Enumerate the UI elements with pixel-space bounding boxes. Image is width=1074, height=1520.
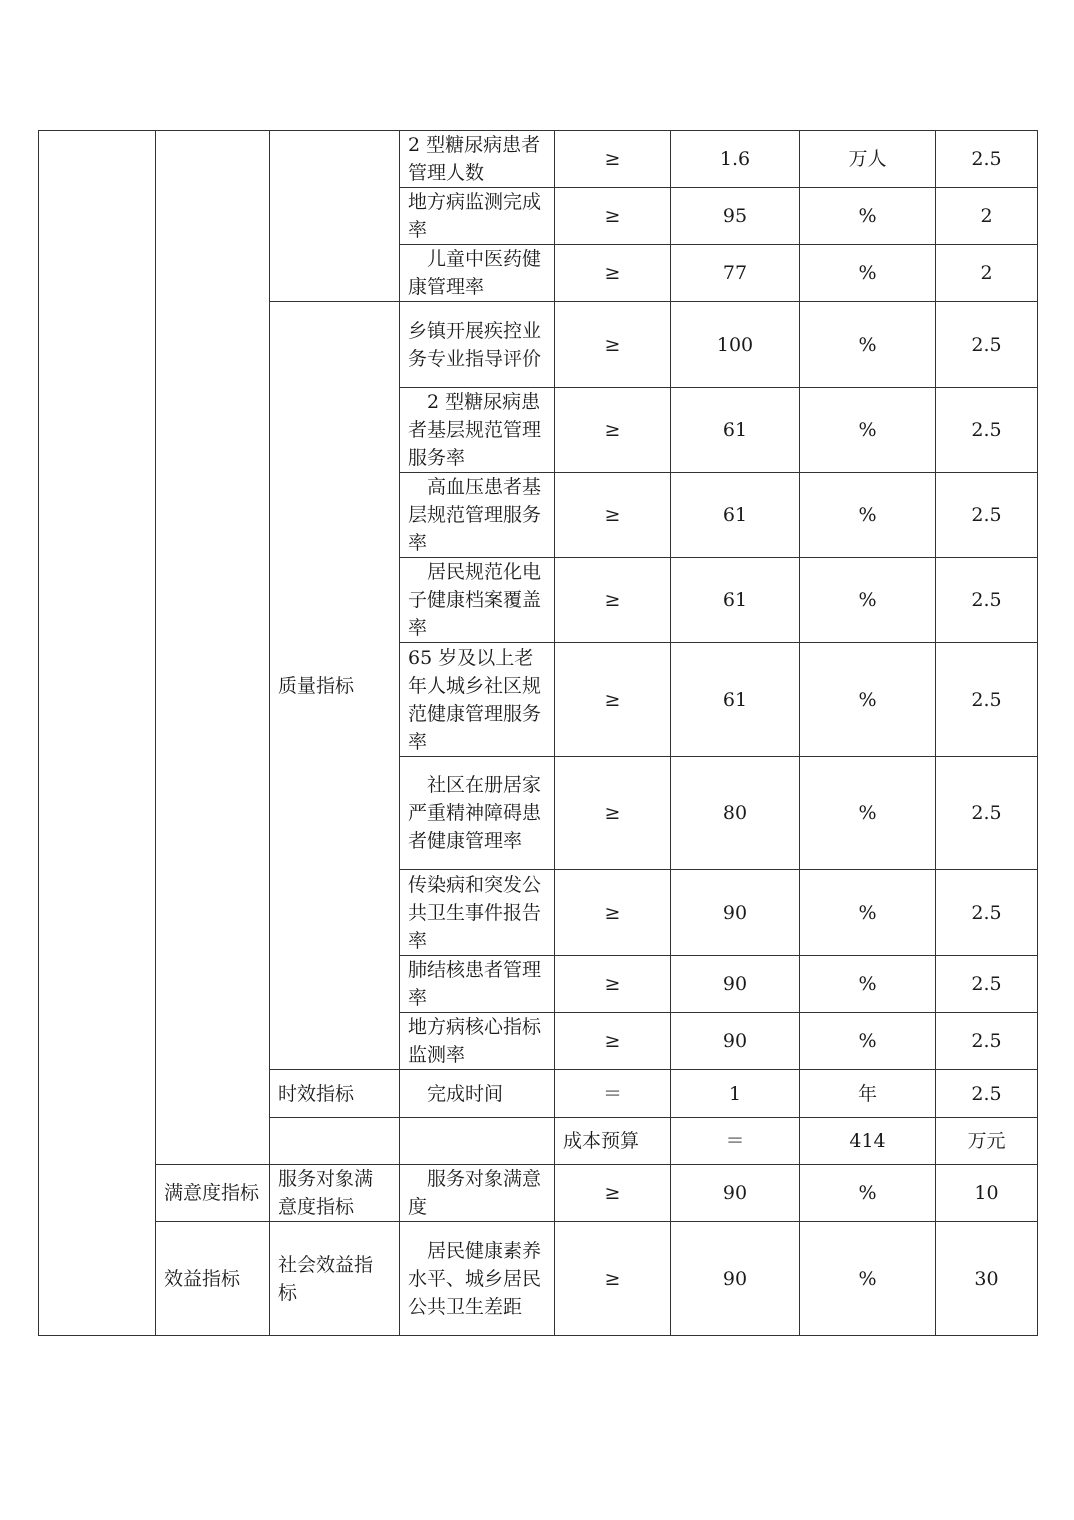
empty-cell <box>400 1118 555 1165</box>
benefit-indicator-label: 效益指标 <box>156 1222 270 1336</box>
level2-indicator-cell <box>156 131 270 1165</box>
operator: ≥ <box>555 302 671 388</box>
target-value: 1.6 <box>671 131 800 188</box>
operator: ≥ <box>555 388 671 473</box>
target-value: 90 <box>671 1222 800 1336</box>
level1-indicator-cell <box>39 131 156 1336</box>
social-benefit-indicator-label: 社会效益指标 <box>270 1222 400 1336</box>
table-row <box>39 131 1038 188</box>
operator: ＝ <box>671 1118 800 1165</box>
weight: 2 <box>936 245 1038 302</box>
operator: ≥ <box>555 473 671 558</box>
indicator-name: 居民规范化电子健康档案覆盖率 <box>400 558 555 643</box>
performance-indicator-table <box>38 130 1038 1336</box>
target-value: 61 <box>671 473 800 558</box>
weight: 2.5 <box>936 473 1038 558</box>
weight: 2.5 <box>936 302 1038 388</box>
weight: 2.5 <box>936 1070 1038 1118</box>
unit: % <box>800 245 936 302</box>
weight: 30 <box>936 1222 1038 1336</box>
service-satisfaction-indicator-label: 服务对象满意度指标 <box>270 1165 400 1222</box>
unit: % <box>800 188 936 245</box>
unit: % <box>800 1013 936 1070</box>
indicator-name: 肺结核患者管理率 <box>400 956 555 1013</box>
target-value: 90 <box>671 1013 800 1070</box>
unit: % <box>800 643 936 757</box>
target-value: 90 <box>671 870 800 956</box>
empty-cell <box>270 1118 400 1165</box>
table-row <box>39 1222 1038 1336</box>
operator: ≥ <box>555 131 671 188</box>
indicator-name: 65 岁及以上老年人城乡社区规范健康管理服务率 <box>400 643 555 757</box>
operator: ≥ <box>555 188 671 245</box>
target-value: 61 <box>671 388 800 473</box>
indicator-name: 完成时间 <box>400 1070 555 1118</box>
target-value: 80 <box>671 757 800 870</box>
weight: 2.5 <box>936 1013 1038 1070</box>
indicator-name: 居民健康素养水平、城乡居民公共卫生差距 <box>400 1222 555 1336</box>
target-value: 414 <box>800 1118 936 1165</box>
target-value: 61 <box>671 643 800 757</box>
operator: ≥ <box>555 1222 671 1336</box>
unit: % <box>800 473 936 558</box>
weight: 2.5 <box>936 757 1038 870</box>
target-value: 90 <box>671 956 800 1013</box>
weight: 2.5 <box>936 870 1038 956</box>
indicator-name: 2 型糖尿病患者基层规范管理服务率 <box>400 388 555 473</box>
indicator-name: 乡镇开展疾控业务专业指导评价 <box>400 302 555 388</box>
indicator-name: 成本预算 <box>555 1118 671 1165</box>
weight: 2.5 <box>936 388 1038 473</box>
weight: 10 <box>936 1165 1038 1222</box>
satisfaction-indicator-label: 满意度指标 <box>156 1165 270 1222</box>
quality-indicator-label: 质量指标 <box>270 302 400 1070</box>
operator: ≥ <box>555 558 671 643</box>
unit: 万元 <box>936 1118 1038 1165</box>
indicator-name: 2 型糖尿病患者管理人数 <box>400 131 555 188</box>
weight: 2 <box>936 188 1038 245</box>
operator: ＝ <box>555 1070 671 1118</box>
target-value: 95 <box>671 188 800 245</box>
weight: 2.5 <box>936 131 1038 188</box>
target-value: 77 <box>671 245 800 302</box>
weight: 2.5 <box>936 956 1038 1013</box>
weight: 2.5 <box>936 558 1038 643</box>
operator: ≥ <box>555 643 671 757</box>
unit: % <box>800 388 936 473</box>
operator: ≥ <box>555 956 671 1013</box>
indicator-name: 传染病和突发公共卫生事件报告率 <box>400 870 555 956</box>
timeliness-indicator-label: 时效指标 <box>270 1070 400 1118</box>
indicator-name: 地方病监测完成率 <box>400 188 555 245</box>
operator: ≥ <box>555 1013 671 1070</box>
target-value: 1 <box>671 1070 800 1118</box>
indicator-name: 地方病核心指标监测率 <box>400 1013 555 1070</box>
unit: % <box>800 870 936 956</box>
indicator-name: 高血压患者基层规范管理服务率 <box>400 473 555 558</box>
table-row <box>39 1165 1038 1222</box>
operator: ≥ <box>555 245 671 302</box>
unit: 年 <box>800 1070 936 1118</box>
operator: ≥ <box>555 757 671 870</box>
operator: ≥ <box>555 870 671 956</box>
level3-indicator-cell <box>270 131 400 302</box>
indicator-name: 服务对象满意度 <box>400 1165 555 1222</box>
unit: % <box>800 956 936 1013</box>
target-value: 100 <box>671 302 800 388</box>
unit: % <box>800 558 936 643</box>
unit: % <box>800 302 936 388</box>
indicator-name: 儿童中医药健康管理率 <box>400 245 555 302</box>
operator: ≥ <box>555 1165 671 1222</box>
target-value: 90 <box>671 1165 800 1222</box>
unit: % <box>800 1165 936 1222</box>
indicator-name: 社区在册居家严重精神障碍患者健康管理率 <box>400 757 555 870</box>
unit: % <box>800 757 936 870</box>
weight: 2.5 <box>936 643 1038 757</box>
target-value: 61 <box>671 558 800 643</box>
unit: % <box>800 1222 936 1336</box>
unit: 万人 <box>800 131 936 188</box>
